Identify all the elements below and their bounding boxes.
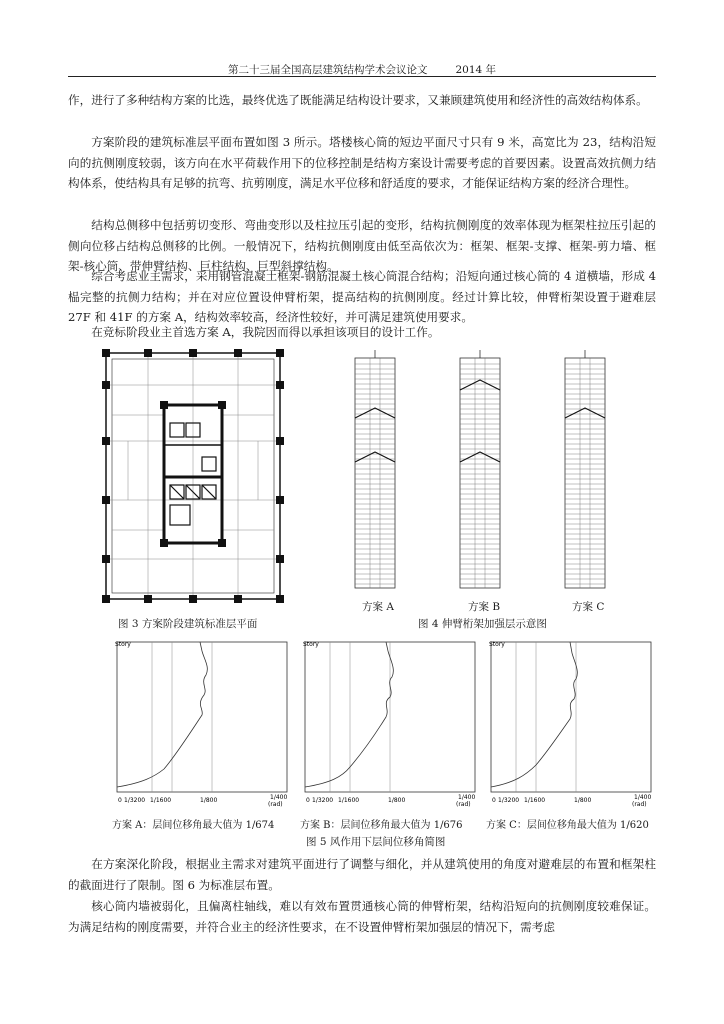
header-title: 第二十三届全国高层建筑结构学术会议论文: [227, 64, 428, 76]
tick-400: 1/400: [270, 794, 288, 801]
tick-0: 0: [118, 797, 122, 804]
tick-400: 1/400: [458, 794, 476, 801]
paragraph-4: 综合考虑业主需求，采用钢管混凝土框架-钢筋混凝土核心筒混合结构；沿短向通过核心筒的 4 道横墙，形成 4 榀完整的抗侧力结构；并在对应位置设伸臂桁架，提高结构的抗侧刚度。经过计算比较，伸臂桁架设置于避难层 27F 和 41F 的方案 A，结构效率较高，经济性较好，并可满足建筑使用要求。: [68, 269, 656, 325]
tick-400: 1/400: [634, 794, 652, 801]
paragraph-5: 在竞标阶段业主首选方案 A，我院因而得以承担该项目的设计工作。: [91, 325, 440, 339]
fig4-label-a: 方案 A: [362, 601, 394, 613]
tick-0: 0: [306, 797, 310, 804]
fig3-floor-plan: [98, 345, 288, 607]
fig4-outrigger-diagram: [350, 350, 630, 592]
plot-b-axis-label: Story: [303, 641, 319, 648]
fig5-plot-a: [112, 637, 292, 807]
tick-0: 0: [492, 797, 496, 804]
fig4-label-b: 方案 B: [468, 601, 501, 613]
tick-3200: 1/3200: [124, 797, 146, 804]
paragraph-1: 作，进行了多种结构方案的比选，最终优选了既能满足结构设计要求，又兼顾建筑使用和经济性的高效结构体系。: [68, 93, 648, 107]
unit-label: (rad): [632, 801, 647, 807]
fig5-caption: 图 5 风作用下层间位移角简图: [306, 836, 446, 848]
fig4-label-c: 方案 C: [572, 601, 605, 613]
tick-800: 1/800: [388, 797, 406, 804]
fig5-sub-caption-c: 方案 C：层间位移角最大值为 1/620: [486, 820, 649, 831]
tick-3200: 1/3200: [498, 797, 520, 804]
tick-800: 1/800: [200, 797, 218, 804]
plot-a-axis-label: Story: [115, 641, 131, 648]
unit-label: (rad): [456, 801, 471, 807]
unit-label: (rad): [268, 801, 283, 807]
paragraph-3: 结构总侧移中包括剪切变形、弯曲变形以及柱拉压引起的变形，结构抗侧刚度的效率体现为框架柱拉压引起的侧向位移占结构总侧移的比例。一般情况下，结构抗侧刚度由低至高依次为：框架、框架-支撑、框架-剪力墙、框架-核心筒、带伸臂结构、巨柱结构、巨型斜撑结构。: [68, 218, 656, 274]
fig3-caption: 图 3 方案阶段建筑标准层平面: [118, 618, 258, 630]
fig5-sub-caption-a: 方案 A：层间位移角最大值为 1/674: [112, 820, 275, 831]
tick-1600: 1/1600: [150, 797, 172, 804]
header-year: 2014 年: [455, 64, 497, 76]
tick-1600: 1/1600: [338, 797, 360, 804]
plot-c-axis-label: Story: [489, 641, 505, 648]
tick-1600: 1/1600: [524, 797, 546, 804]
tick-800: 1/800: [574, 797, 592, 804]
fig5-plot-c: [486, 637, 666, 807]
fig5-sub-caption-b: 方案 B：层间位移角最大值为 1/676: [300, 820, 463, 831]
running-header: [68, 62, 656, 77]
paragraph-7: 核心筒内墙被弱化，且偏离柱轴线，难以有效布置贯通核心筒的伸臂桁架，结构沿短向的抗侧刚度较难保证。为满足结构的刚度需要，并符合业主的经济性要求，在不设置伸臂桁架加强层的情况下，需考虑: [68, 899, 656, 934]
paragraph-2: 方案阶段的建筑标准层平面布置如图 3 所示。塔楼核心筒的短边平面尺寸只有 9 米，高宽比为 23，结构沿短向的抗侧刚度较弱，该方向在水平荷载作用下的位移控制是结构方案设计需要考虑的首要因素。设置高效抗侧力结构体系，使结构具有足够的抗弯、抗剪刚度，满足水平位移和舒适度的要求，才能保证结构方案的经济合理性。: [68, 135, 656, 191]
tick-3200: 1/3200: [312, 797, 334, 804]
fig4-caption: 图 4 伸臂桁架加强层示意图: [418, 618, 547, 630]
fig5-plot-b: [300, 637, 480, 807]
paragraph-6: 在方案深化阶段，根据业主需求对建筑平面进行了调整与细化，并从建筑使用的角度对避难层的布置和框架柱的截面进行了限制。图 6 为标准层布置。: [68, 857, 656, 892]
